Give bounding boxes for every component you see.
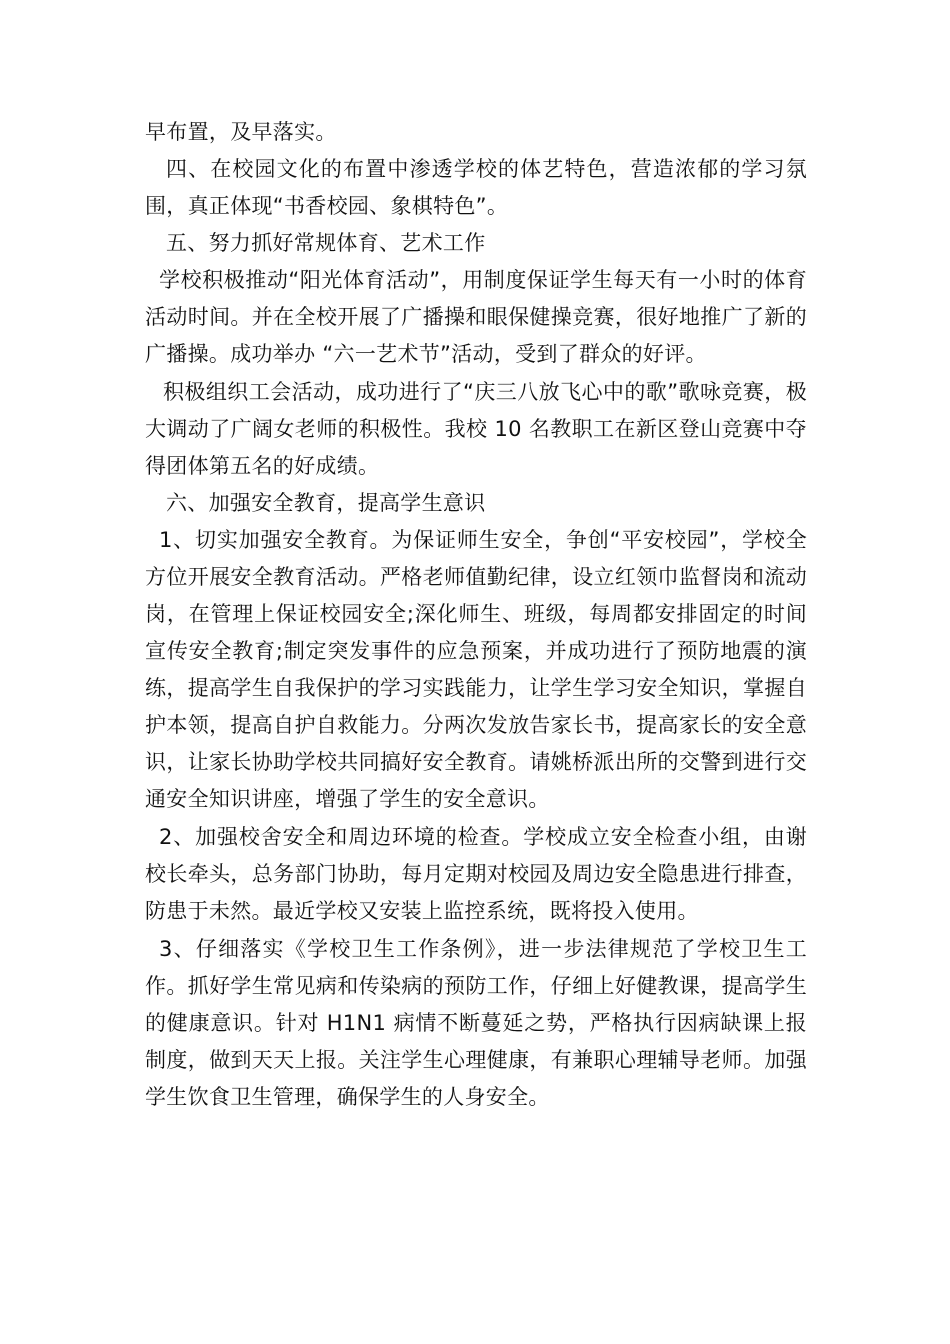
paragraph-campus-inspection: 2、加强校舍安全和周边环境的检查。学校成立安全检查小组，由谢校长牵头，总务部门协助，每月定期对校园及周边安全隐患进行排查，防患于未然。最近学校又安装上监控系统，既将投入使用。	[145, 825, 807, 923]
paragraph-continuation: 早布置，及早落实。	[145, 120, 337, 144]
heading-section-five: 五、努力抓好常规体育、艺术工作	[166, 231, 486, 255]
paragraph-safety-education: 1、切实加强安全教育。为保证师生安全，争创“平安校园”，学校全方位开展安全教育活动。严格老师值勤纪律，设立红领巾监督岗和流动岗，在管理上保证校园安全;深化师生、班级，每周都安排固定的时间宣传安全教育;制定突发事件的应急预案，并成功进行了预防地震的演练，提高学生自我保护的学习实践能力，让学生学习安全知识，掌握自护本领，提高自护自救能力。分两次发放告家长书，提高家长的安全意识，让家长协助学校共同搞好安全教育。请姚桥派出所的交警到进行交通安全知识讲座，增强了学生的安全意识。	[145, 528, 807, 811]
paragraph-section-four: 四、在校园文化的布置中渗透学校的体艺特色，营造浓郁的学习氛围，真正体现“书香校园、象棋特色”。	[145, 157, 807, 218]
paragraph-health-regulations: 3、仔细落实《学校卫生工作条例》，进一步法律规范了学校卫生工作。抓好学生常见病和传染病的预防工作，仔细上好健教课，提高学生的健康意识。针对 H1N1 病情不断蔓延之势，严格执行因病缺课上报制度，做到天天上报。关注学生心理健康，有兼职心理辅导老师。加强学生饮食卫生管理，确保学生的人身安全。	[145, 937, 807, 1109]
paragraph-sports-activity: 学校积极推动“阳光体育活动”，用制度保证学生每天有一小时的体育活动时间。并在全校开展了广播操和眼保健操竞赛，很好地推广了新的广播操。成功举办 “六一艺术节”活动，受到了群众的好评。	[145, 268, 807, 366]
document-body	[145, 114, 807, 1116]
paragraph-union-activity: 积极组织工会活动，成功进行了“庆三八放飞心中的歌”歌咏竞赛，极大调动了广阔女老师的积极性。我校 10 名教职工在新区登山竞赛中夺得团体第五名的好成绩。	[145, 380, 807, 478]
heading-section-six: 六、加强安全教育，提高学生意识	[166, 491, 486, 515]
